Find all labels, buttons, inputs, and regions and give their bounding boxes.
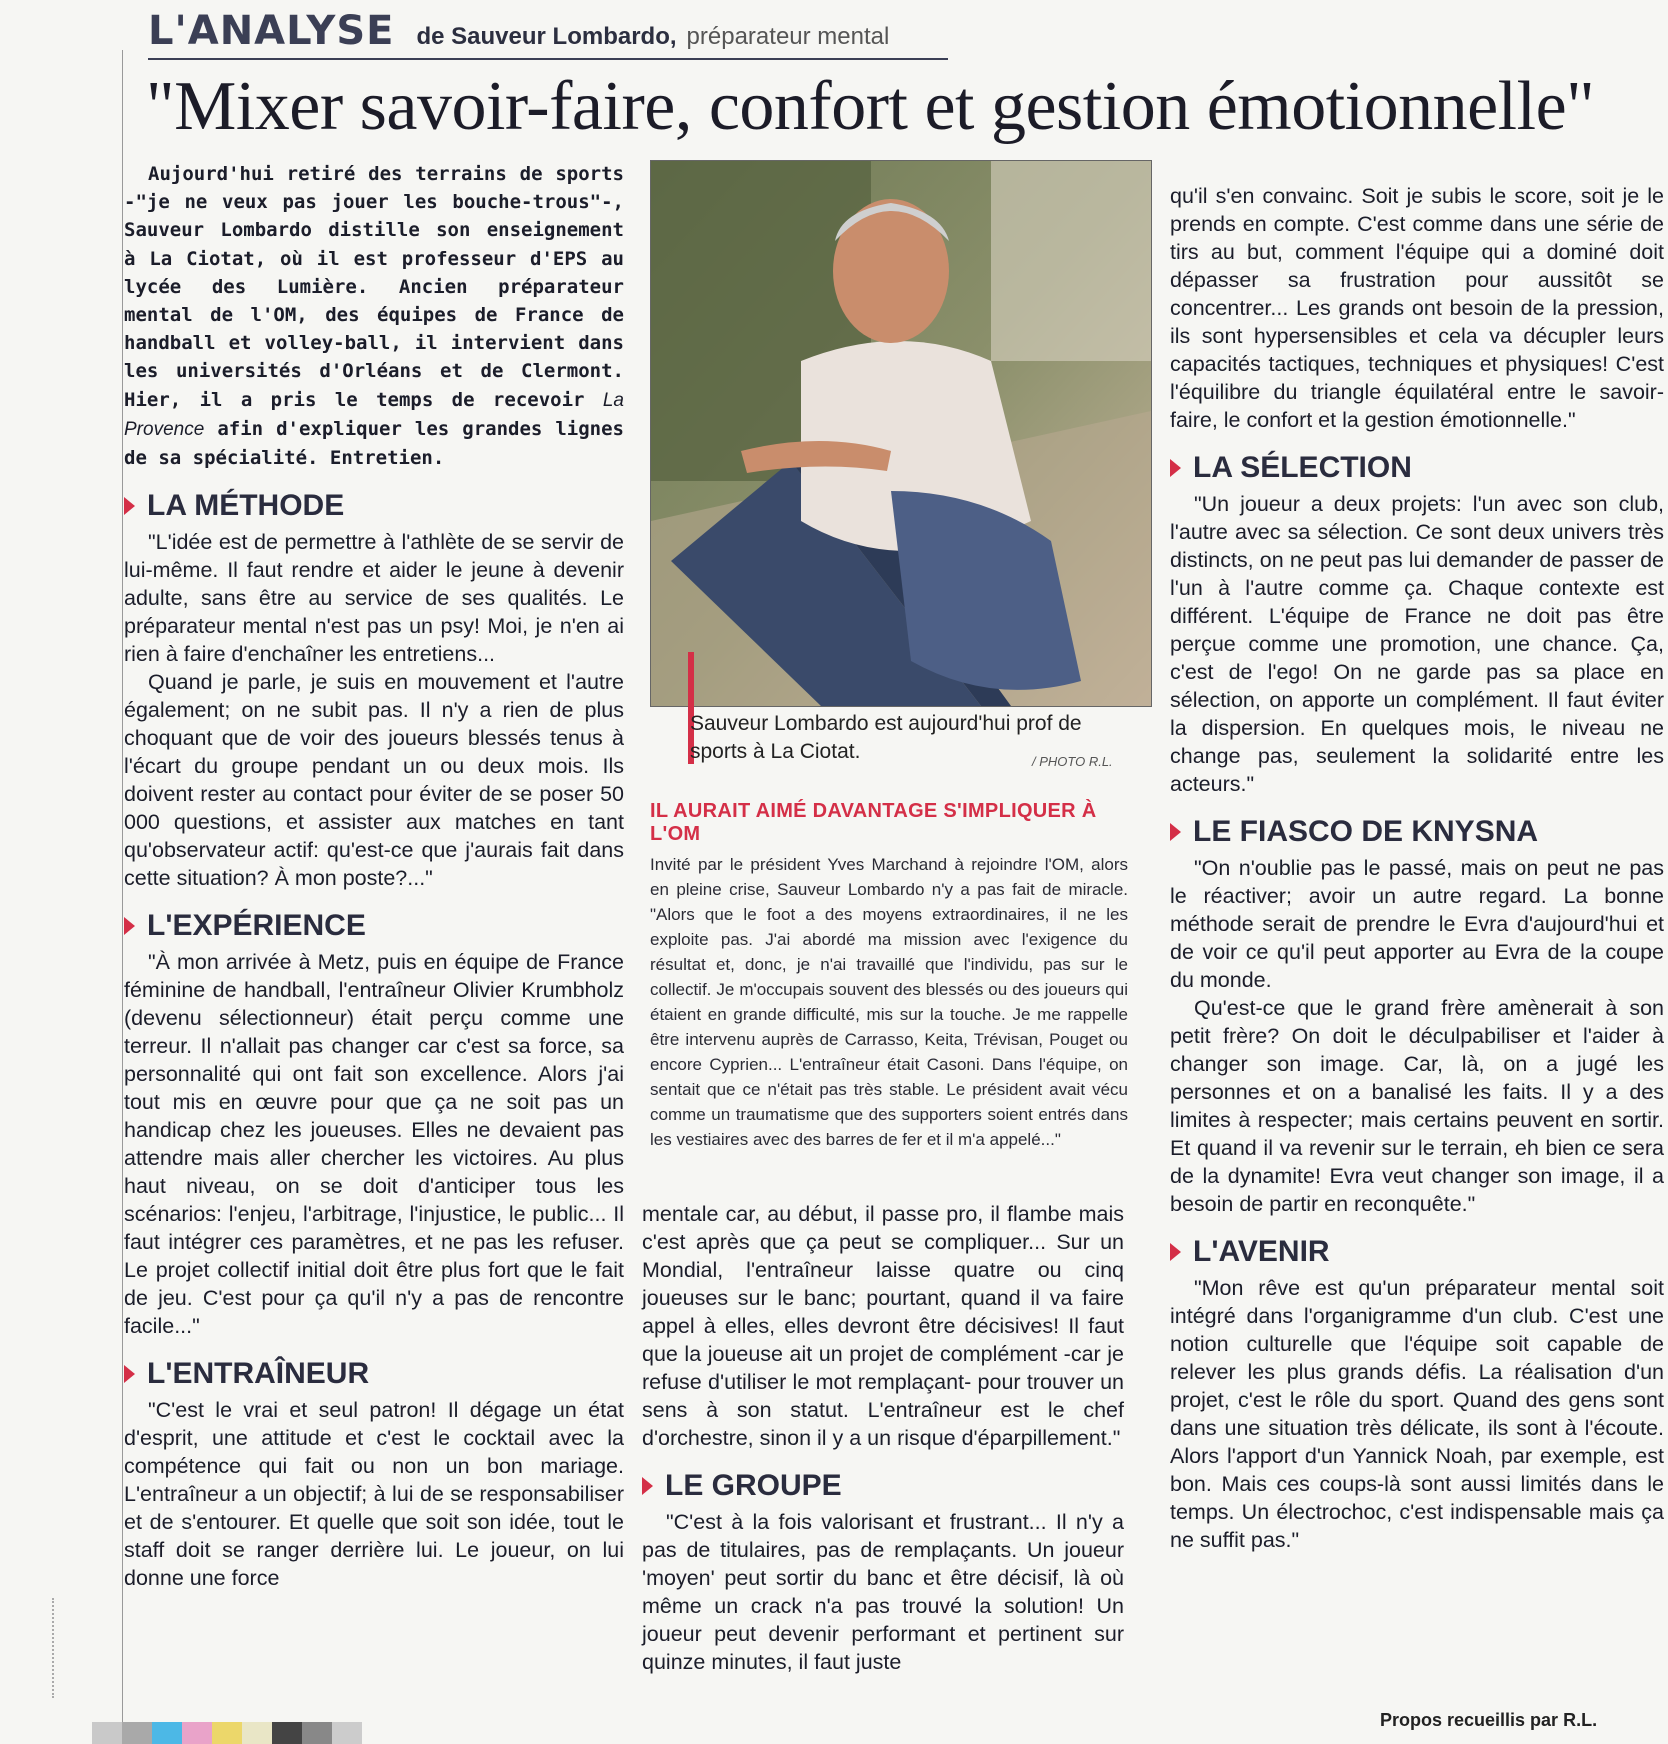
kicker-author: de Sauveur Lombardo, <box>416 23 677 50</box>
box-title: IL AURAIT AIMÉ DAVANTAGE S'IMPLIQUER À L'OM <box>650 800 1097 845</box>
paragraph: "Un joueur a deux projets: l'un avec son club, l'autre avec sa sélection. Ce sont deux univers très distincts, on ne peut pas lui demander de passer de l'un à l'autre comme ça. Chaque contexte est différent. L'équipe de France ne doit pas être perçue comme une promotion, une chance. Ça, c'est de l'ego! On ne garde pas sa place en sélection, on apporte un complément. Il faut éviter la dispersion. En quelques mois, le niveau ne change pas, seulement la solidarité entre les acteurs." <box>1170 492 1664 796</box>
column-rule <box>122 50 123 1740</box>
arrow-bullet-icon <box>1170 459 1181 477</box>
section-selection <box>1170 450 1664 798</box>
arrow-bullet-icon <box>124 1365 135 1383</box>
section-title: LE FIASCO DE KNYSNA <box>1193 815 1539 848</box>
print-color-bar <box>92 1722 362 1744</box>
arrow-bullet-icon <box>1170 823 1181 841</box>
section-knysna <box>1170 814 1664 1218</box>
arrow-bullet-icon <box>124 917 135 935</box>
paragraph: "On n'oublie pas le passé, mais on peut ne pas le réactiver; avoir un autre regard. La bonne méthode serait de prendre le Evra d'aujourd'hui et de voir ce qu'il peut apporter au Evra de la coupe du monde. <box>1170 856 1664 992</box>
box-text: Invité par le président Yves Marchand à rejoindre l'OM, alors en pleine crise, Sauveur Lombardo n'y a pas fait de miracle. "Alors que le foot a des moyens extraordinaires, il ne les exploite pas. J'ai abordé ma mission avec l'exigence du résultat et, donc, je n'ai travaillé que l'individu, pas sur le collectif. Je m'occupais souvent des blessés ou des joueurs qui étaient en grande difficulté, mis sur la touche. Je me rappelle être intervenu auprès de Carrasso, Keita, Trévisan, Pouget ou encore Cyprien... L'entraîneur était Casoni. Dans l'équipe, on sentait que ce n'était pas très stable. Le président avait vécu comme un traumatisme que des supporters soient entrés dans les vestiaires avec des barres de fer et il m'a appelé..." <box>650 855 1128 1149</box>
paragraph: mentale car, au début, il passe pro, il flambe mais c'est après que ça peut se compliquer... Sur un Mondial, l'entraîneur laisse quatre ou cinq joueuses sur le banc; pourtant, quand il va faire appel à elles, elles devront être décisives! Il faut que la joueuse ait un projet de complément -car je refuse d'utiliser le mot remplaçant- pour trouver un sens à son statut. L'entraîneur est le chef d'orchestre, sinon il y a un risque d'éparpillement." <box>642 1202 1124 1450</box>
portrait-illustration <box>651 161 1151 706</box>
om-sidebar-box <box>650 800 1128 1152</box>
byline: Propos recueillis par R.L. <box>1380 1710 1598 1730</box>
paragraph: Qu'est-ce que le grand frère amènerait à son petit frère? On doit le déculpabiliser et l'aider à changer son image. Car, là, on a jugé les personnes et on a banalisé les faits. Il y a des limites à respecter; mais certains peuvent en sortir. Et quand il va revenir sur le terrain, eh bien ce sera de la dynamite! Evra veut changer son image, il a besoin de partir en reconquête." <box>1170 996 1664 1216</box>
section-heading <box>124 488 624 524</box>
kicker-underline <box>148 58 948 60</box>
section-title: L'EXPÉRIENCE <box>147 909 366 943</box>
lead-text-2: afin d'expliquer les grandes lignes de sa spécialité. Entretien. <box>124 417 624 470</box>
photo-credit: / PHOTO R.L. <box>1032 754 1113 769</box>
section-avenir <box>1170 1234 1664 1554</box>
column-2 <box>642 1200 1124 1676</box>
photo-caption: Sauveur Lombardo est aujourd'hui prof de sports à La Ciotat. <box>690 712 1082 763</box>
kicker <box>148 8 889 54</box>
section-title: LA SÉLECTION <box>1193 451 1412 484</box>
section-methode <box>124 488 624 892</box>
section-heading <box>124 908 624 944</box>
section-title: LE GROUPE <box>665 1469 842 1502</box>
paragraph: "Mon rêve est qu'un préparateur mental soit intégré dans l'organigramme d'un club. C'est une notion culturelle que l'équipe soit capable de relever les plus grands défis. La réalisation d'un projet, c'est le rôle du sport. Quand des gens sont dans une situation très délicate, ils sont à l'écoute. Alors l'apport d'un Yannick Noah, par exemple, est bon. Mais ces coups-là sont aussi limités dans le temps. Un électrochoc, c'est indispensable mais ça ne suffit pas." <box>1170 1276 1664 1552</box>
section-heading <box>1170 450 1664 486</box>
section-heading <box>124 1356 624 1392</box>
column-1 <box>124 160 624 1592</box>
section-heading <box>1170 814 1664 850</box>
kicker-label: L'ANALYSE <box>148 8 395 54</box>
paragraph: "À mon arrivée à Metz, puis en équipe de France féminine de handball, l'entraîneur Olivier Krumbholz (devenu sélectionneur) était perçu comme une terreur. Il n'allait pas changer car c'est sa force, sa personnalité qui ont fait son excellence. Alors j'ai tout mis en œuvre pour que ça ne soit pas un handicap chez les joueuses. Elles ne devaient pas attendre mais aller chercher les victoires. Au plus haut niveau, on se doit d'anticiper tous les scénarios: l'enjeu, l'arbitrage, l'injustice, le public... Il faut intégrer ces paramètres, et ne pas les refuser. Le projet collectif initial doit être plus fort que le fait de jeu. C'est pour ça qu'il n'y a pas de rencontre facile..." <box>124 950 624 1339</box>
arrow-bullet-icon <box>1170 1243 1181 1261</box>
paragraph: "C'est à la fois valorisant et frustrant... Il n'y a pas de titulaires, pas de remplaçants. Un joueur 'moyen' peut sortir du banc et être décisif, là où même un crack n'a pas trouvé la solution! Un joueur peut devenir performant et pertinent sur quinze minutes, il faut juste <box>642 1510 1124 1674</box>
section-title: L'ENTRAÎNEUR <box>147 1357 370 1391</box>
kicker-role: préparateur mental <box>686 23 890 50</box>
arrow-bullet-icon <box>642 1477 653 1495</box>
arrow-bullet-icon <box>124 497 135 515</box>
section-title: LA MÉTHODE <box>147 489 345 523</box>
section-entraineur <box>124 1356 624 1592</box>
paragraph: qu'il s'en convainc. Soit je subis le score, soit je le prends en compte. C'est comme dans une série de tirs au but, comment l'équipe qui a dominé doit dépasser sa frustration pour aussitôt se concentrer... Les grands ont besoin de la pression, ils sont hypersensibles et cela va décupler leurs capacités tactiques, techniques et physiques! C'est l'équilibre du triangle équilatéral entre le savoir-faire, le confort et la gestion émotionnelle." <box>1170 184 1664 432</box>
section-experience <box>124 908 624 1340</box>
headline: "Mixer savoir-faire, confort et gestion émotionnelle" <box>146 68 1595 145</box>
margin-marks <box>52 1598 64 1698</box>
column-3 <box>1170 182 1664 1554</box>
lead-text-1: Aujourd'hui retiré des terrains de sports -"je ne veux pas jouer les bouche-trous"-, Sauveur Lombardo distille son enseignement à La Ciotat, où il est professeur d'EPS au lycée des Lumière. Ancien préparateur mental de l'OM, des équipes de France de handball et volley-ball, il intervient dans les universités d'Orléans et de Clermont. Hier, il a pris le temps de recevoir <box>124 163 624 411</box>
lead-paragraph <box>124 160 624 472</box>
section-heading <box>1170 1234 1664 1270</box>
section-title: L'AVENIR <box>1193 1235 1330 1268</box>
section-groupe <box>642 1468 1124 1676</box>
section-heading <box>642 1468 1124 1504</box>
paragraph: "L'idée est de permettre à l'athlète de se servir de lui-même. Il faut rendre et aider le jeune à devenir adulte, sans être au service de ses qualités. Le préparateur mental n'est pas un psy! Moi, je n'en ai rien à faire d'enchaîner les entretiens... <box>124 530 624 667</box>
portrait-photo <box>650 160 1152 707</box>
paragraph: Quand je parle, je suis en mouvement et l'autre également; on ne subit pas. Il n'y a rien de plus choquant que de voir des joueurs blessés tenus à l'écart du groupe pendant un ou deux mois. Ils doivent rester au contact pour éviter de se poser 50 000 questions, et assister aux matches en tant qu'observateur actif: qu'est-ce que j'aurais fait dans cette situation? À mon poste?..." <box>124 670 624 891</box>
paragraph: "C'est le vrai et seul patron! Il dégage un état d'esprit, une attitude et c'est le cocktail avec la compétence qui fait ou non un bon mariage. L'entraîneur a un objectif; à lui de se responsabiliser et de s'entourer. Et quelle que soit son idée, tout le staff doit se ranger derrière lui. Le joueur, on lui donne une force <box>124 1398 624 1591</box>
lead-publication: La Provence <box>124 389 624 440</box>
